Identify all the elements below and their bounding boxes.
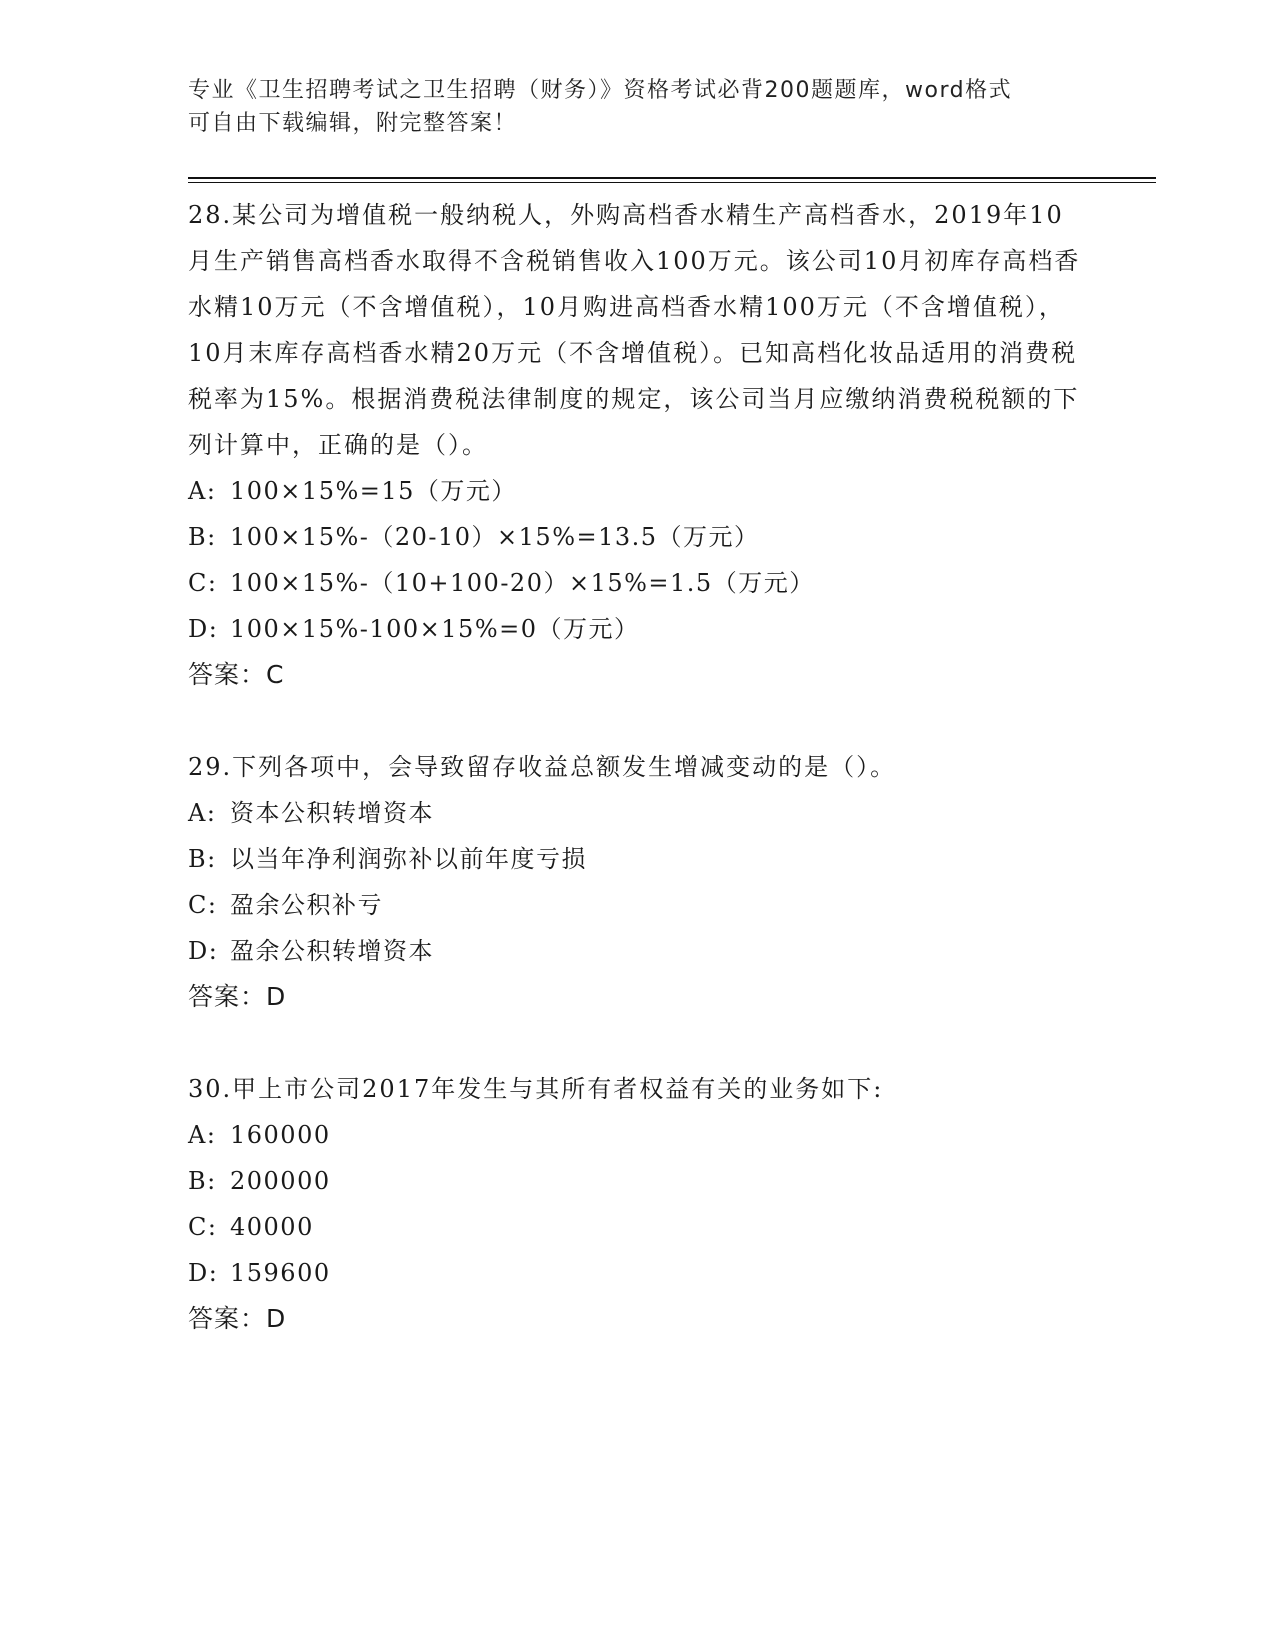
header-title-line-2: 可自由下载编辑，附完整答案！ (188, 111, 518, 136)
option-d (188, 928, 1088, 974)
option-letter: C: (188, 569, 218, 597)
option-c (188, 882, 1088, 928)
question-stem: 30.甲上市公司2017年发生与其所有者权益有关的业务如下: (188, 1075, 884, 1103)
option-text: 159600 (230, 1259, 331, 1287)
option-text: 盈余公积补亏 (230, 891, 383, 919)
option-a (188, 790, 1088, 836)
option-a (188, 468, 1088, 514)
option-a (188, 1112, 1088, 1158)
question-block (188, 744, 1088, 1020)
header-title-line-1: 专业《卫生招聘考试之卫生招聘（财务）》资格考试必背200题题库，word格式 (188, 78, 1013, 103)
question-spacer (188, 698, 1088, 744)
option-letter: A: (188, 477, 217, 505)
option-letter: C: (188, 891, 218, 919)
header-divider-thick (188, 177, 1156, 179)
option-text: 盈余公积转增资本 (230, 937, 434, 965)
option-text: 100×15%-（10+100-20）×15%=1.5（万元） (230, 569, 815, 597)
question-block (188, 1066, 1088, 1342)
option-text: 160000 (230, 1121, 331, 1149)
option-c (188, 560, 1088, 606)
option-text: 100×15%-100×15%=0（万元） (230, 615, 640, 643)
option-letter: D: (188, 1259, 219, 1287)
option-d (188, 1250, 1088, 1296)
answer-line: 答案：C (188, 660, 285, 689)
answer-line: 答案：D (188, 1304, 287, 1333)
question-list (188, 192, 1088, 1342)
option-text: 以当年净利润弥补以前年度亏损 (230, 845, 587, 873)
document-header (188, 74, 1078, 140)
option-b (188, 514, 1088, 560)
option-d (188, 606, 1088, 652)
option-letter: A: (188, 1121, 217, 1149)
option-letter: C: (188, 1213, 218, 1241)
option-letter: D: (188, 937, 219, 965)
answer-line: 答案：D (188, 982, 287, 1011)
option-c (188, 1204, 1088, 1250)
option-letter: D: (188, 615, 219, 643)
question-stem: 29.下列各项中，会导致留存收益总额发生增减变动的是（）。 (188, 753, 897, 781)
option-b (188, 836, 1088, 882)
option-text: 100×15%-（20-10）×15%=13.5（万元） (230, 523, 760, 551)
option-letter: B: (188, 523, 217, 551)
option-text: 资本公积转增资本 (230, 799, 434, 827)
option-text: 40000 (230, 1213, 314, 1241)
header-divider-thin (188, 182, 1156, 183)
question-block (188, 192, 1088, 698)
option-letter: B: (188, 845, 217, 873)
question-spacer (188, 1020, 1088, 1066)
option-text: 200000 (230, 1167, 331, 1195)
option-letter: A: (188, 799, 217, 827)
option-text: 100×15%=15（万元） (230, 477, 517, 505)
option-letter: B: (188, 1167, 217, 1195)
question-stem: 28.某公司为增值税一般纳税人，外购高档香水精生产高档香水，2019年10月生产销售高档香水取得不含税销售收入100万元。该公司10月初库存高档香水精10万元（不含增值税），10月购进高档香水精100万元（不含增值税），10月末库存高档香水精20万元（不含增值税）。已知高档化妆品适用的消费税税率为15%。根据消费税法律制度的规定，该公司当月应缴纳消费税税额的下列计算中，正确的是（）。 (188, 201, 1081, 459)
option-b (188, 1158, 1088, 1204)
